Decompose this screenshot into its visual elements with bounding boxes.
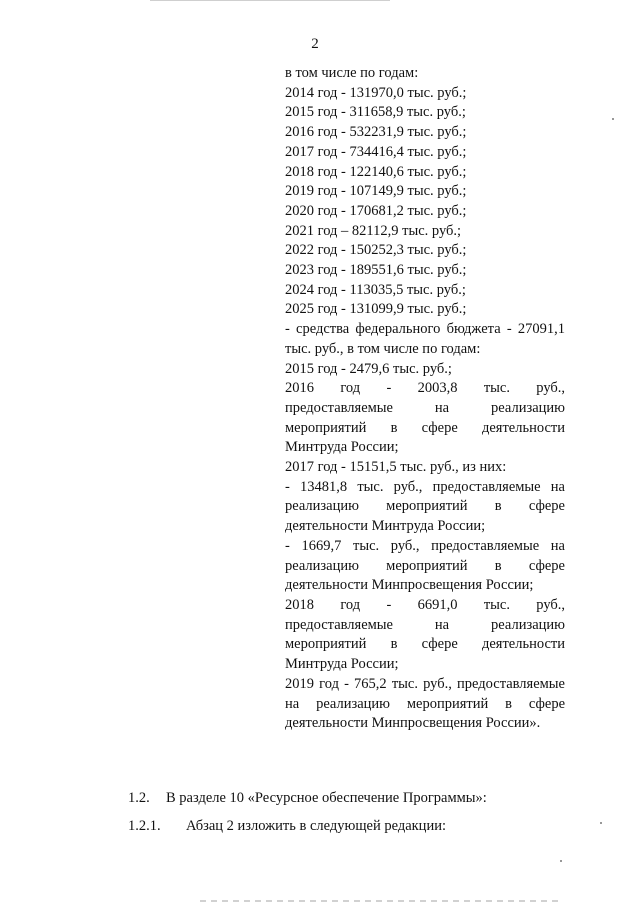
section-number: 1.2. — [128, 790, 150, 806]
text-line: Минтруда России; — [285, 439, 399, 456]
year-line: 2014 год - 131970,0 тыс. руб.; — [285, 84, 467, 101]
text-line: предоставляемые на реализацию — [285, 399, 565, 416]
text-line: тыс. руб., в том числе по годам: — [285, 340, 481, 357]
section-text: Абзац 2 изложить в следующей редакции: — [186, 818, 446, 834]
text-line: - 13481,8 тыс. руб., предоставляемые на — [285, 478, 565, 495]
text-line: реализацию мероприятий в сфере — [285, 498, 565, 515]
year-line-2018: 2018 год - 6691,0 тыс. руб., — [285, 596, 566, 613]
section-heading — [128, 790, 487, 807]
year-line: 2022 год - 150252,3 тыс. руб.; — [285, 242, 467, 259]
year-line: 2018 год - 122140,6 тыс. руб.; — [285, 163, 467, 180]
scan-speck — [612, 118, 614, 120]
scan-edge-line — [150, 0, 390, 1]
subsection-heading — [128, 818, 446, 835]
scan-bottom-artifact — [200, 900, 560, 902]
text-line: деятельности Минтруда России; — [285, 518, 486, 535]
year-line: 2015 год - 2479,6 тыс. руб.; — [285, 360, 452, 377]
scan-speck — [560, 860, 562, 862]
year-line: 2020 год - 170681,2 тыс. руб.; — [285, 202, 467, 219]
section-text: В разделе 10 «Ресурсное обеспечение Программы»: — [166, 790, 487, 806]
scan-speck — [600, 822, 602, 824]
text-line: на реализацию мероприятий в сфере — [285, 695, 565, 712]
year-line: 2023 год - 189551,6 тыс. руб.; — [285, 262, 467, 279]
text-line: реализацию мероприятий в сфере — [285, 557, 565, 574]
text-line: - средства федерального бюджета - 27091,1 — [285, 321, 565, 338]
year-line: 2021 год – 82112,9 тыс. руб.; — [285, 222, 462, 239]
text-line: мероприятий в сфере деятельности — [285, 419, 565, 436]
year-line: 2017 год - 734416,4 тыс. руб.; — [285, 143, 467, 160]
text-line: в том числе по годам: — [285, 65, 419, 81]
year-line: 2025 год - 131099,9 тыс. руб.; — [285, 301, 467, 318]
text-line: 2019 год - 765,2 тыс. руб., предоставляемые — [285, 675, 565, 692]
year-line-2016: 2016 год - 2003,8 тыс. руб., — [285, 380, 566, 397]
year-line: 2024 год - 113035,5 тыс. руб.; — [285, 281, 466, 298]
section-number: 1.2.1. — [128, 818, 161, 834]
text-line: Минтруда России; — [285, 656, 399, 673]
text-line: мероприятий в сфере деятельности — [285, 636, 565, 653]
text-line: деятельности Минпросвещения России». — [285, 715, 541, 732]
text-line: предоставляемые на реализацию — [285, 616, 565, 633]
year-line: 2016 год - 532231,9 тыс. руб.; — [285, 124, 467, 141]
page-number: 2 — [311, 36, 319, 52]
text-line: деятельности Минпросвещения России; — [285, 577, 534, 594]
funding-column — [285, 64, 565, 734]
year-line: 2015 год - 311658,9 тыс. руб.; — [285, 104, 466, 121]
year-line: 2019 год - 107149,9 тыс. руб.; — [285, 183, 467, 200]
text-line: - 1669,7 тыс. руб., предоставляемые на — [285, 537, 565, 554]
year-line: 2017 год - 15151,5 тыс. руб., из них: — [285, 459, 507, 476]
